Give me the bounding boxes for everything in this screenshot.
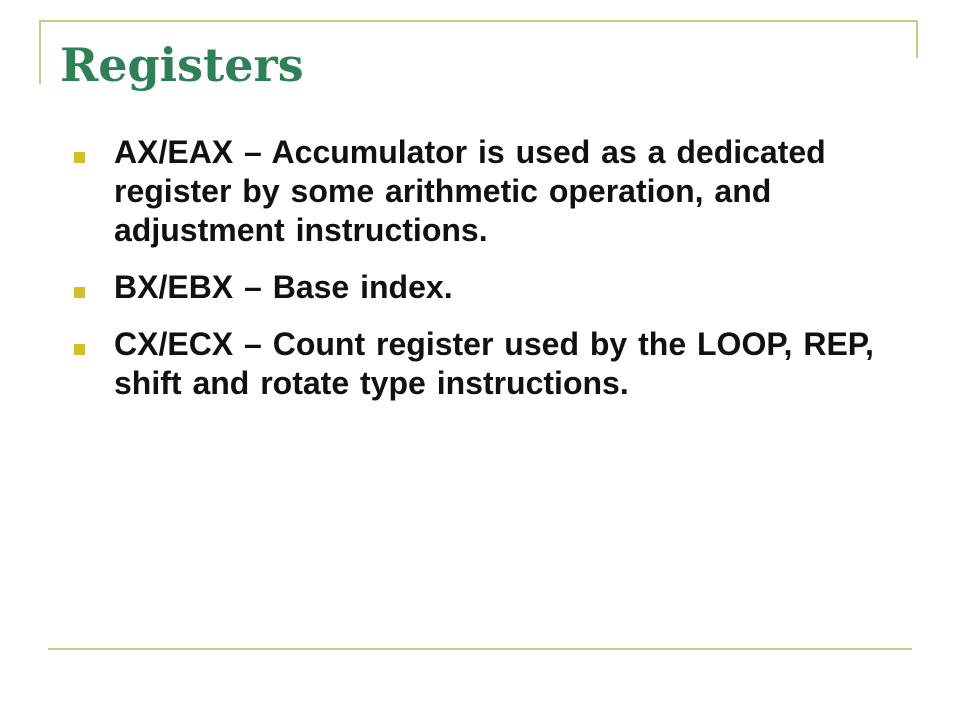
bullet-text: CX/ECX – Count register used by the LOOP, REP, shift and rotate type instructions. (114, 326, 874, 401)
square-bullet-icon (74, 287, 85, 298)
frame-right-rule (916, 20, 918, 58)
bullet-item-cx-ecx (74, 325, 884, 403)
bullet-item-bx-ebx (74, 268, 884, 307)
frame-top-rule (40, 20, 918, 22)
bullet-item-ax-eax (74, 133, 884, 250)
slide-title: Registers (60, 38, 304, 92)
bullet-text: BX/EBX – Base index. (114, 269, 453, 305)
frame-left-rule (39, 20, 41, 84)
bullet-list (74, 133, 884, 421)
square-bullet-icon (74, 344, 85, 355)
bullet-text: AX/EAX – Accumulator is used as a dedicated register by some arithmetic operation, and adjustment instructions. (114, 134, 826, 248)
frame-bottom-rule (48, 648, 912, 650)
square-bullet-icon (74, 152, 85, 163)
